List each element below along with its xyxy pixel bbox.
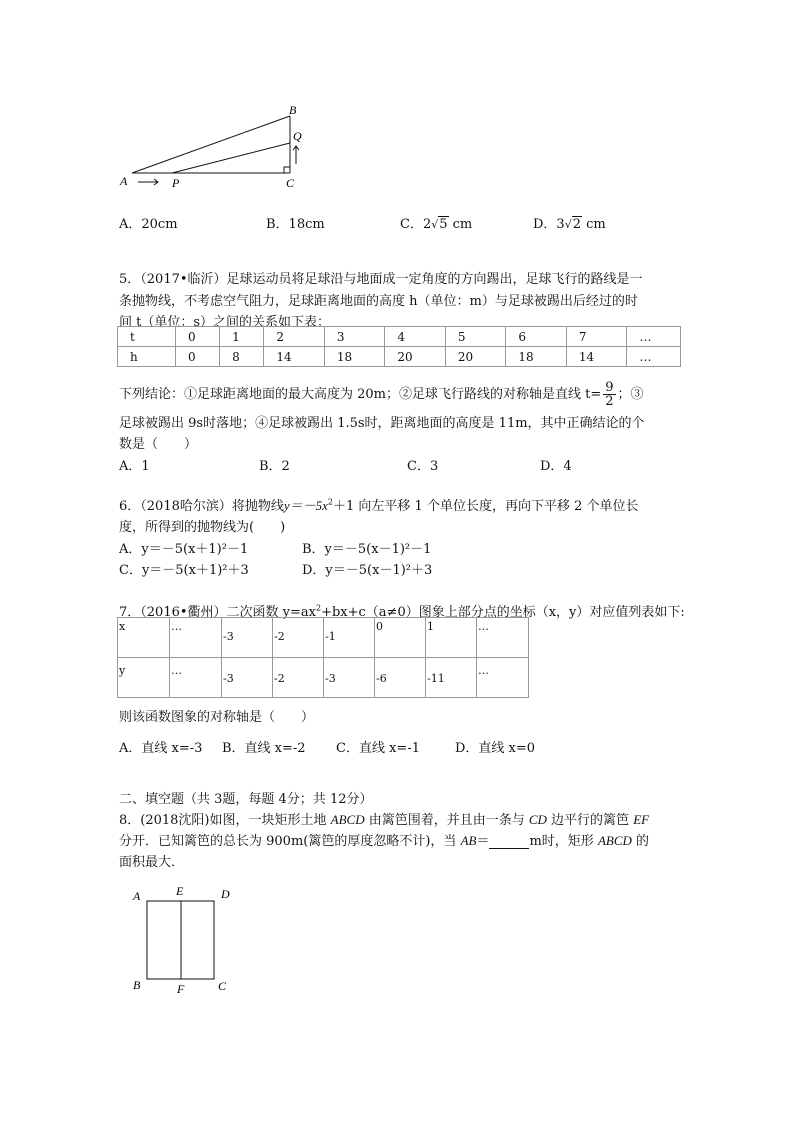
q6-line1: 6．（2018哈尔滨）将抛物线$y=-5x^2+1$ 向左平移 1 个单位长度，再向下平移 2 个单位长 xyxy=(119,497,639,514)
right-angle-mark xyxy=(284,167,290,173)
label-d: D xyxy=(221,887,230,901)
q5-conclusion-line2: 足球被踢出 9s时落地；④足球被踢出 1.5s时，距离地面的高度是 11m，其中正确结论的个 xyxy=(119,416,645,431)
q5-row-h: h 0 8 14 18 20 20 18 14 … xyxy=(118,347,681,367)
label-q: Q xyxy=(293,129,302,143)
q4-option-a: A．20cm xyxy=(119,217,178,232)
q5-option-c: C．3 xyxy=(407,459,439,474)
label-p: P xyxy=(172,176,180,190)
label-c: C xyxy=(218,979,227,993)
q5-line1: 5．（2017•临沂）足球运动员将足球沿与地面成一定角度的方向踢出，足球飞行的路线是一 xyxy=(119,272,643,287)
q8-line3: 面积最大． xyxy=(119,855,185,870)
q5-conclusion-line1: 下列结论：①足球距离地面的最大高度为 20m；②足球飞行路线的对称轴是直线 t= $\frac{9}{2}$ ；③ xyxy=(119,380,644,409)
label-b: B xyxy=(133,978,141,992)
q5-option-b: B．2 xyxy=(259,459,290,474)
q5-line2: 条抛物线，不考虑空气阻力，足球距离地面的高度 h（单位：m）与足球被踢出后经过的时 xyxy=(119,294,638,309)
q6-option-b: B．y＝－5(x－1)²－1 xyxy=(302,542,432,557)
label-e: E xyxy=(176,884,184,898)
q5-conclusion-line3: 数是（ ） xyxy=(119,437,198,452)
q8-line1: 8．(2018沈阳)如图，一块矩形土地 ABCD 由篱笆围着，并且由一条与 CD 边平行的篱笆 EF xyxy=(119,812,650,828)
label-a: A xyxy=(120,174,128,188)
q7-row-x: x … -3 -2 -1 0 1 … xyxy=(118,618,529,658)
q5-row-t: t 0 1 2 3 4 5 6 7 … xyxy=(118,327,681,347)
line-pq xyxy=(172,143,290,173)
q7-row-y: y … -3 -2 -3 -6 -11 … xyxy=(118,658,529,698)
q7-question: 则该函数图象的对称轴是（ ） xyxy=(119,710,315,725)
q7-line1: 7．（2016•衢州）二次函数 $y=ax^2+bx+c(a\ne 0)$图象上部分点的坐标（x，y）对应值列表如下: xyxy=(119,603,685,620)
q8-line2: 分开．已知篱笆的总长为 900m(篱笆的厚度忽略不计)，当 AB＝ m时，矩形 ABCD 的 xyxy=(119,833,650,849)
q5-option-d: D．4 xyxy=(540,459,572,474)
q7-option-a: A．直线 x=-3 xyxy=(119,741,203,756)
rectangle-figure xyxy=(128,880,238,995)
q4-option-c: C．2√5 cm xyxy=(400,217,473,232)
q6-option-c: C．y＝－5(x＋1)²＋3 xyxy=(119,563,249,578)
triangle-figure xyxy=(112,98,312,193)
q6-option-a: A．y＝－5(x＋1)²－1 xyxy=(119,542,249,557)
q5-option-a: A．1 xyxy=(119,459,150,474)
label-a: A xyxy=(133,889,141,903)
q7-option-b: B．直线 x=-2 xyxy=(222,741,306,756)
section-heading: 二、填空题（共 3题，每题 4分；共 12分） xyxy=(119,792,373,807)
q7-option-c: C．直线 x=-1 xyxy=(336,741,420,756)
label-b: B xyxy=(289,103,297,117)
q6-option-d: D．y＝－5(x－1)²＋3 xyxy=(302,563,433,578)
q4-option-b: B．18cm xyxy=(266,217,325,232)
q7-table xyxy=(117,617,529,698)
q4-option-d: D．3√2 cm xyxy=(533,217,606,232)
label-f: F xyxy=(177,982,185,995)
line-ab xyxy=(132,116,290,173)
label-c: C xyxy=(286,176,295,190)
q6-line2: 度，所得到的抛物线为( ) xyxy=(119,520,286,535)
q7-option-d: D．直线 x=0 xyxy=(455,741,536,756)
q5-table xyxy=(117,326,681,367)
answer-blank[interactable] xyxy=(489,836,529,849)
fraction-9-2: $\frac{9}{2}$ xyxy=(605,380,614,409)
q5-line3: 间 t（单位：s）之间的关系如下表： xyxy=(119,315,331,330)
